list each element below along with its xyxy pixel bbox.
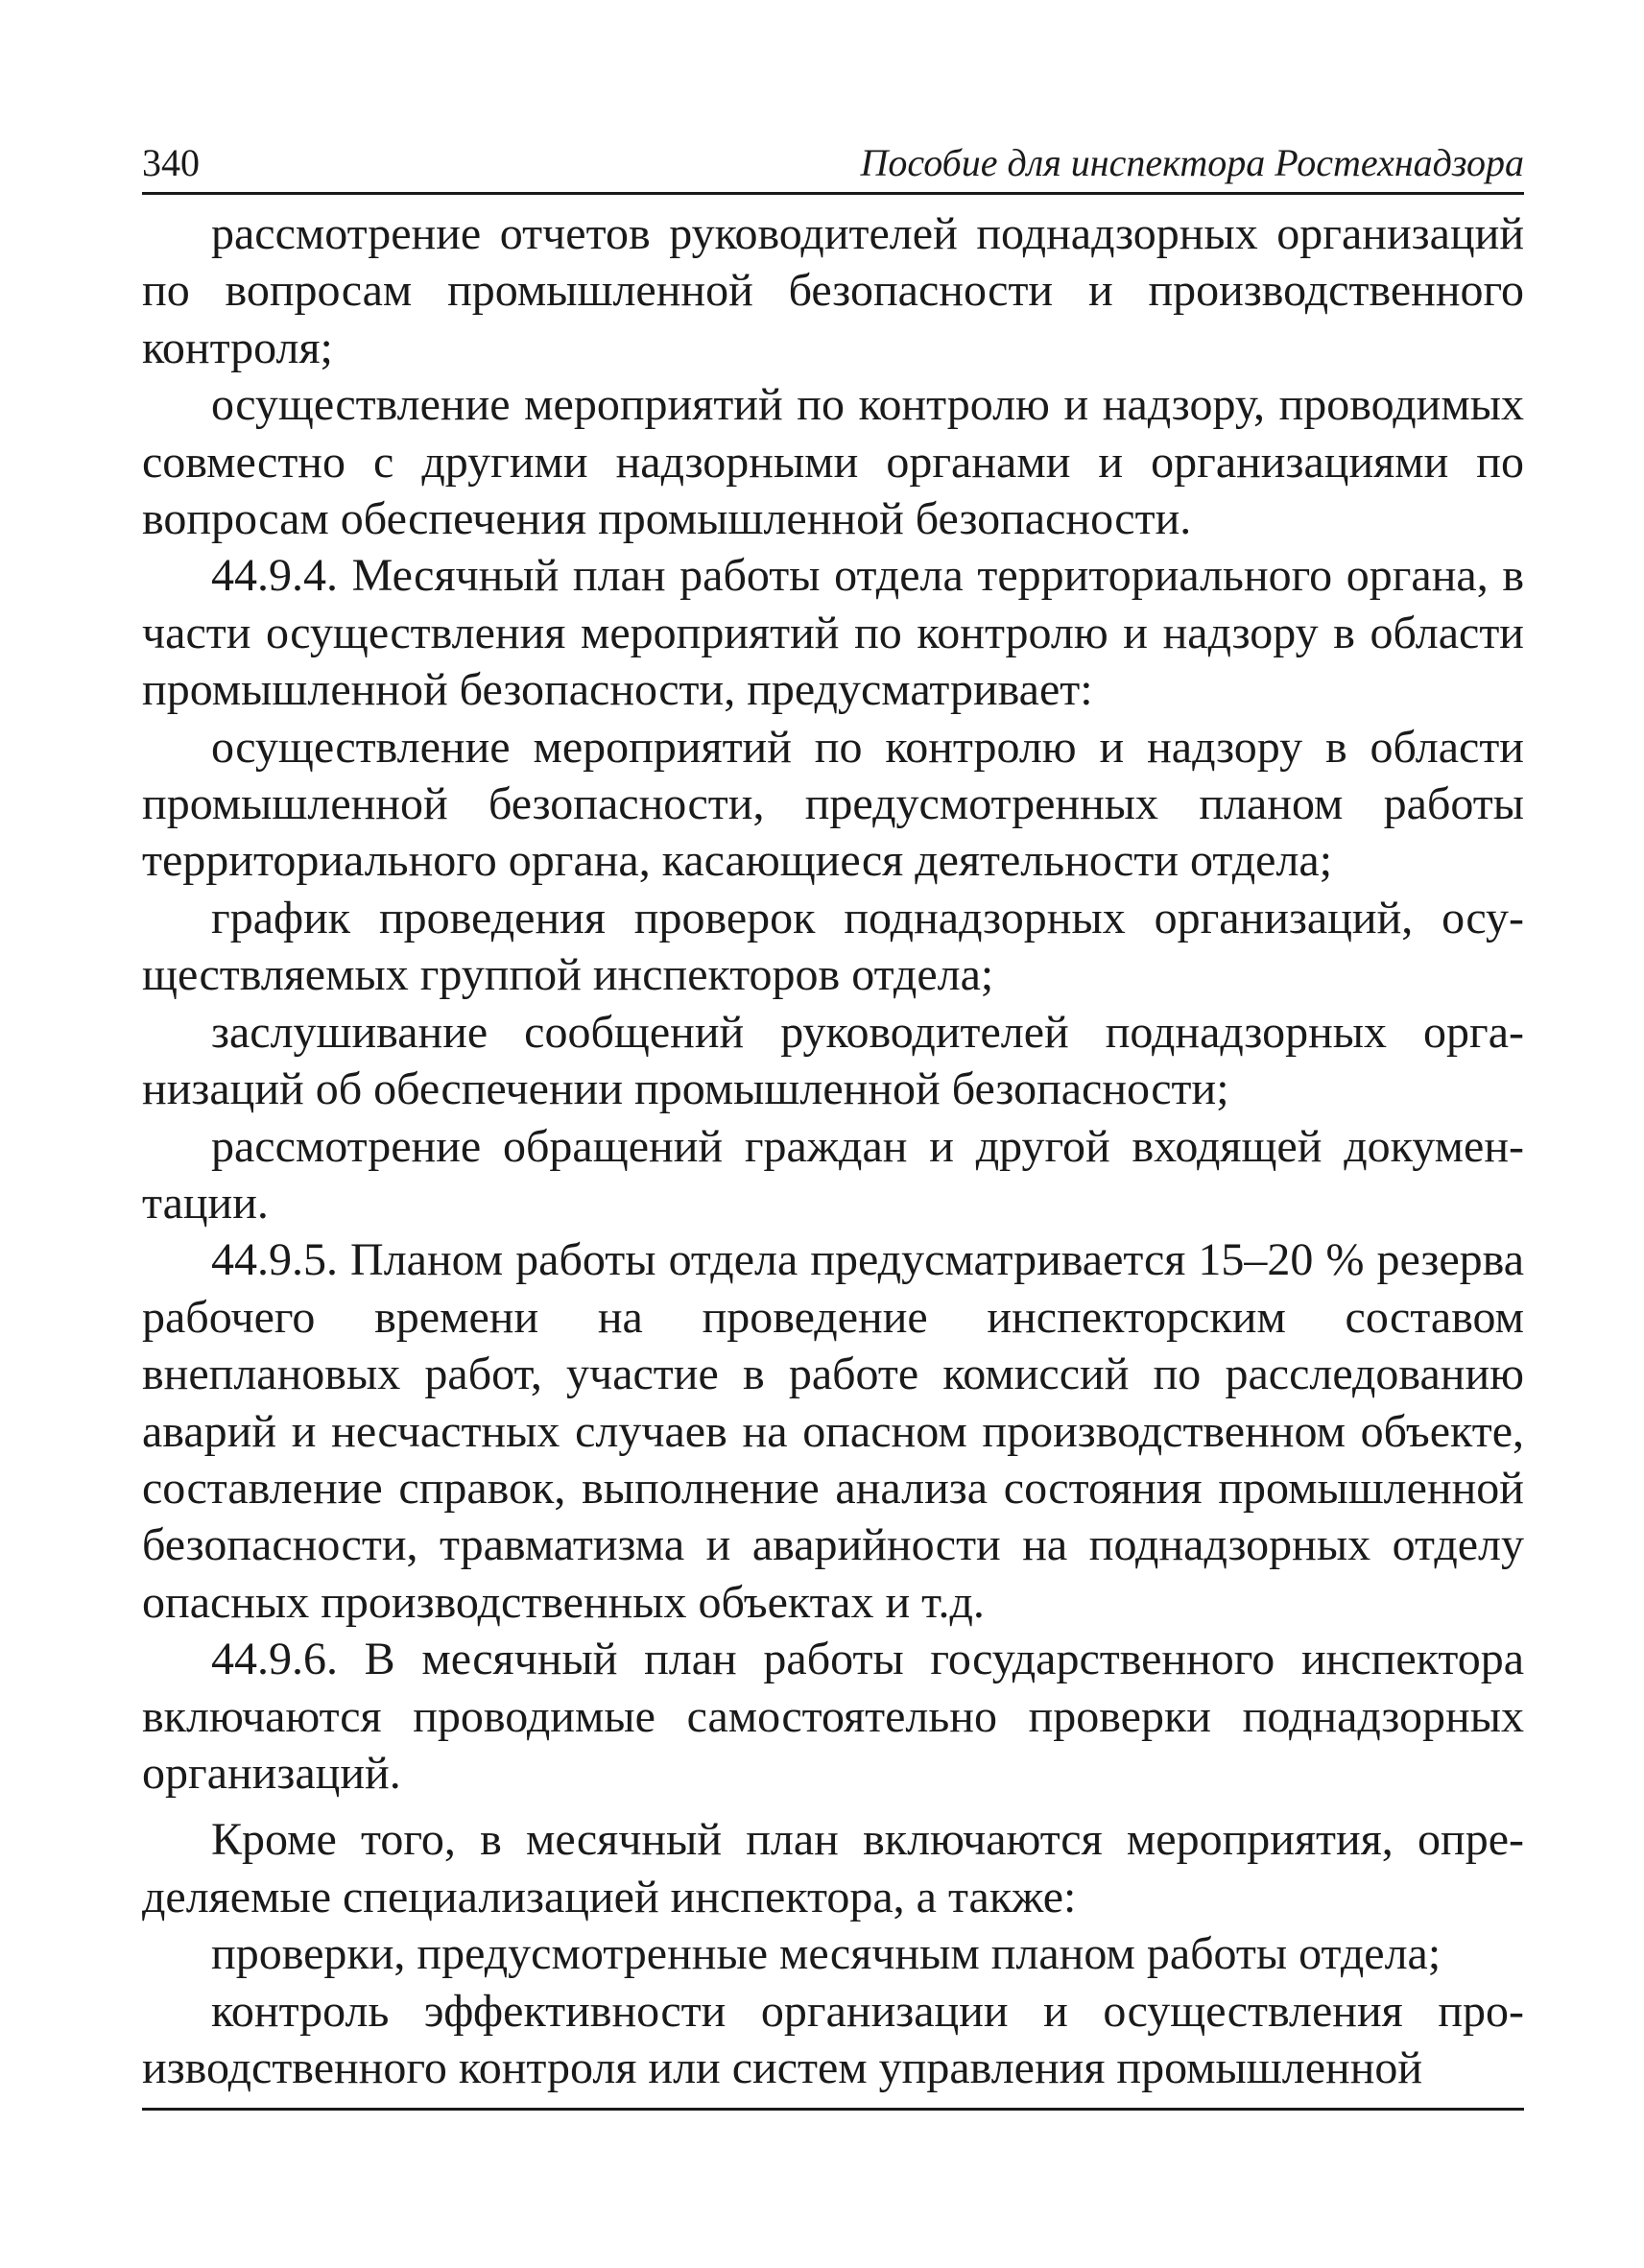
- paragraph: рассмотрение обращений граждан и другой входящей документации.: [142, 1120, 1524, 1229]
- paragraph: заслушивание сообщений руководителей поднадзорных организаций об обеспечении промышленной безопасности;: [142, 1006, 1524, 1115]
- paragraph: Кроме того, в месячный план включаются мероприятия, определяемые специализацией инспектора, а также:: [142, 1814, 1524, 1922]
- paragraph: осуществление мероприятий по контролю и надзору в области промышленной безопасности, предусмотренных планом работы территориального органа, касающиеся деятельности отдела;: [142, 721, 1524, 887]
- paragraph: 44.9.5. Планом работы отдела предусматривается 15–20 % резерва рабочего времени на проведение инспекторским составом внеплановых работ, участие в работе комиссий по расследованию аварий и несчастных случаев на опасном производственном объекте, составление справок, выполнение анализа состояния промышленной безопасности, травматизма и аварийности на поднадзорных отделу опасных производственных объектах и т.д.: [142, 1234, 1524, 1628]
- paragraph: 44.9.4. Месячный план работы отдела территориального органа, в части осуществления мероприятий по контролю и надзору в области промышленной безопасности, предусматривает:: [142, 550, 1524, 716]
- paragraph: 44.9.6. В месячный план работы государственного инспектора включаются проводимые самостоятельно проверки поднадзорных организаций.: [142, 1634, 1524, 1799]
- paragraph: контроль эффективности организации и осуществления производственного контроля или систем управления промышленной: [142, 1985, 1524, 2093]
- page-header: [142, 142, 1524, 195]
- paragraph: осуществление мероприятий по контролю и надзору, проводимых совместно с другими надзорными органами и организациями по вопросам обеспечения промышленной безопасности.: [142, 379, 1524, 545]
- body-text: [142, 205, 1524, 2096]
- page-number: 340: [142, 141, 200, 184]
- footer-rule: [142, 2108, 1524, 2111]
- paragraph: график проведения проверок поднадзорных организаций, осуществляемых группой инспекторов отдела;: [142, 892, 1524, 1001]
- paragraph: проверки, предусмотренные месячным планом работы отдела;: [211, 1928, 1441, 1980]
- paragraph: рассмотрение отчетов руководителей поднадзорных организаций по вопросам промышленной безопасности и производственного контроля;: [142, 208, 1524, 373]
- running-title: Пособие для инспектора Ростехнадзора: [860, 141, 1524, 184]
